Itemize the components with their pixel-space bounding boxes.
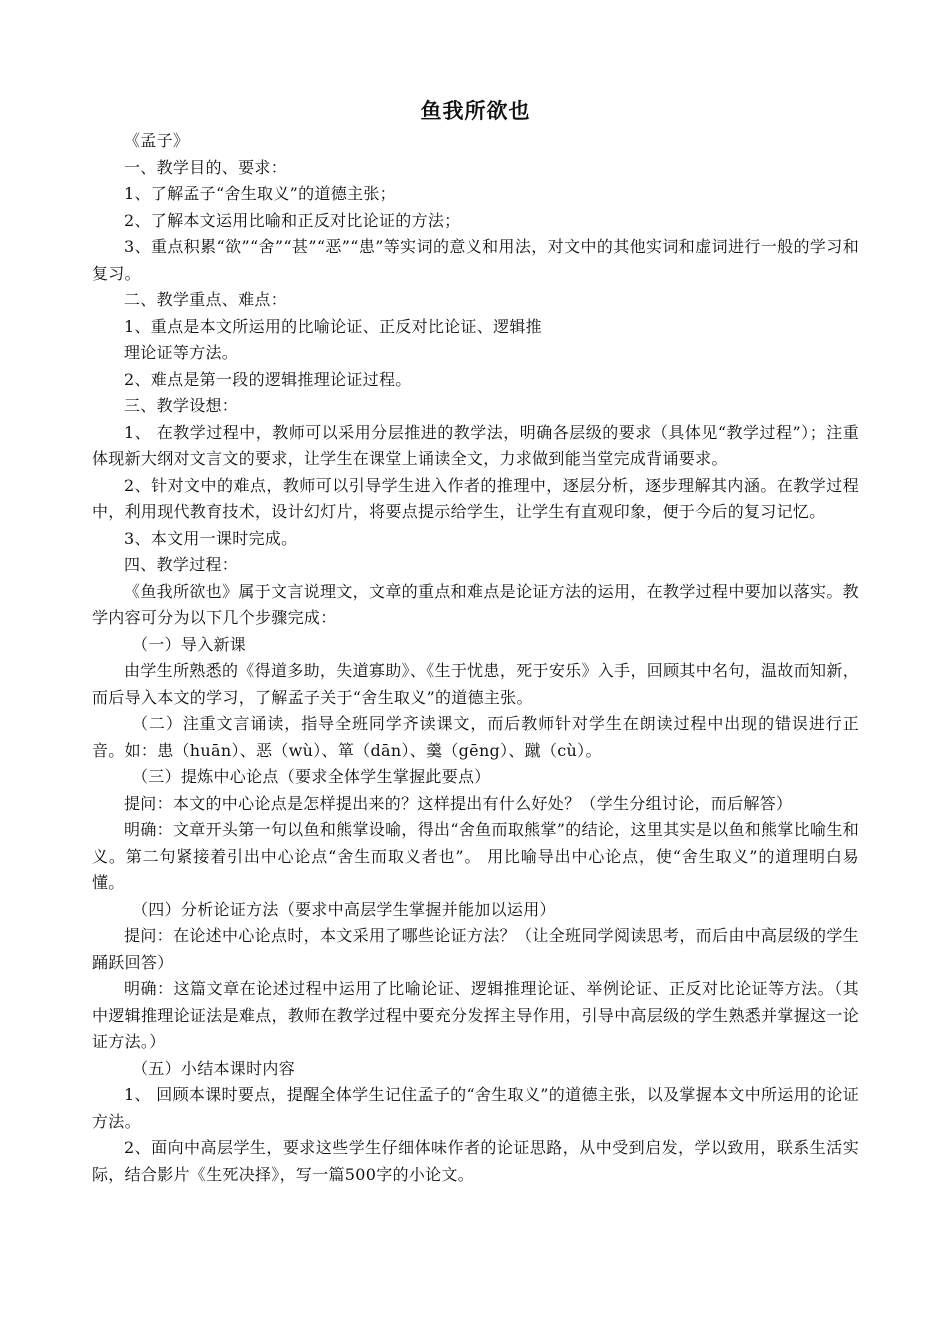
- document-page: [92, 96, 859, 1188]
- paragraph: （一）导入新课: [132, 634, 247, 654]
- paragraph: 《鱼我所欲也》属于文言说理文，文章的重点和难点是论证方法的运用，在教学过程中要加以落实。教学内容可分为以下几个步骤完成：: [92, 581, 859, 627]
- paragraph: 二、教学重点、难点：: [124, 290, 288, 309]
- paragraph: 1、 在教学过程中，教师可以采用分层推进的教学法，明确各层级的要求（具体见“教学过程”）；注重体现新大纲对文言文的要求，让学生在课堂上诵读全文，力求做到能当堂完成背诵要求。: [92, 422, 859, 468]
- paragraph: （五）小结本课时内容: [132, 1058, 296, 1078]
- paragraph: （二）注重文言诵读，指导全班同学齐读课文，而后教师针对学生在朗读过程中出现的错误进行正音。如：患（huān）、恶（wù）、箪（dān）、羹（gēng）、蹴（cù）。: [92, 714, 859, 760]
- paragraph: 1、了解孟子“舍生取义”的道德主张；: [124, 184, 396, 203]
- paragraph: 提问：在论述中心论点时，本文采用了哪些论证方法？（让全班同学阅读思考，而后由中高层级的学生踊跃回答）: [92, 926, 859, 972]
- paragraph: 明确：这篇文章在论述过程中运用了比喻论证、逻辑推理论证、举例论证、正反对比论证等方法。（其中逻辑推理论证法是难点，教师在教学过程中要充分发挥主导作用，引导中高层级的学生熟悉并掌握这一论证方法。）: [92, 979, 859, 1051]
- paragraph: 3、重点积累“欲”“舍”“甚”“恶”“患”等实词的意义和用法，对文中的其他实词和虚词进行一般的学习和复习。: [92, 237, 859, 283]
- paragraph: 3、本文用一课时完成。: [124, 528, 298, 548]
- paragraph: （三）提炼中心论点（要求全体学生掌握此要点）: [132, 767, 491, 786]
- paragraph: 2、面向中高层学生，要求这些学生仔细体味作者的论证思路，从中受到启发，学以致用，联系生活实际，结合影片《生死决择》，写一篇500字的小论文。: [92, 1138, 859, 1184]
- paragraph: 一、教学目的、要求：: [124, 157, 288, 177]
- paragraph: 理论证等方法。: [124, 343, 239, 362]
- document-body: [92, 128, 859, 1188]
- paragraph: 四、教学过程：: [124, 555, 239, 574]
- paragraph: 提问：本文的中心论点是怎样提出来的？这样提出有什么好处？（学生分组讨论，而后解答）: [124, 793, 793, 813]
- paragraph: 由学生所熟悉的《得道多助，失道寡助》、《生于忧患，死于安乐》入手，回顾其中名句，温故而知新，而后导入本文的学习，了解孟子关于“舍生取义”的道德主张。: [92, 661, 859, 707]
- paragraph: 1、重点是本文所运用的比喻论证、正反对比论证、逻辑推: [124, 316, 542, 336]
- paragraph: 《孟子》: [124, 131, 190, 150]
- paragraph: 1、 回顾本课时要点，提醒全体学生记住孟子的“舍生取义”的道德主张，以及掌握本文中所运用的论证方法。: [92, 1085, 859, 1131]
- paragraph: 2、了解本文运用比喻和正反对比论证的方法；: [124, 210, 461, 230]
- paragraph: （四）分析论证方法（要求中高层学生掌握并能加以运用）: [132, 899, 556, 919]
- paragraph: 2、针对文中的难点，教师可以引导学生进入作者的推理中，逐层分析，逐步理解其内涵。在教学过程中，利用现代教育技术，设计幻灯片，将要点提示给学生，让学生有直观印象，便于今后的复习记忆。: [92, 475, 859, 521]
- document-title: 鱼我所欲也: [420, 98, 531, 123]
- paragraph: 明确：文章开头第一句以鱼和熊掌设喻，得出“舍鱼而取熊掌”的结论，这里其实是以鱼和熊掌比喻生和义。第二句紧接着引出中心论点“舍生而取义者也”。 用比喻导出中心论点，使“舍生取义”的道理明白易懂。: [92, 820, 859, 892]
- paragraph: 三、教学设想：: [124, 396, 239, 415]
- paragraph: 2、难点是第一段的逻辑推理论证过程。: [124, 369, 412, 389]
